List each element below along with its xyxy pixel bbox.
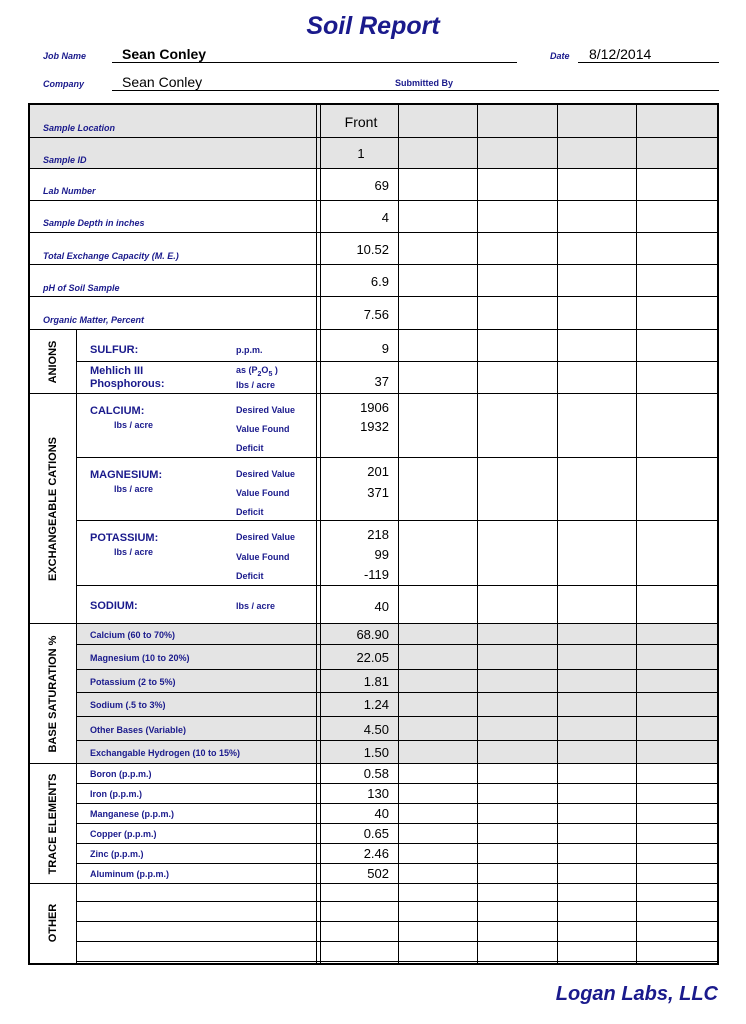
bs-sodium-label: Sodium (.5 to 3%) (90, 700, 166, 710)
date-value[interactable]: 8/12/2014 (589, 46, 652, 62)
zinc-value[interactable]: 2.46 (363, 846, 389, 861)
phosphorous-unit: lbs / acre (236, 380, 276, 390)
table-row-magnesium (30, 458, 717, 521)
tec-label: Total Exchange Capacity (M. E.) (43, 251, 179, 261)
table-row-bs-hydrogen (30, 741, 717, 764)
table-row-zinc (30, 844, 717, 864)
boron-label: Boron (p.p.m.) (90, 769, 152, 779)
table-row-potassium (30, 521, 717, 586)
soil-report-table: Sample Location Front Sample ID 1 Lab Number 69 Sample Depth in inches 4 Total Exchange Capacity (M. E.) 10.52 pH of Soil Sample 6.9 Organic Matter, Percent 7.56 SULFUR: p.p.m. 9 Mehlich III Phosphorous: as ($P_2O_5$ ) lbs / acre 37 CALCIUM: lbs / acre Desired Value Value Found Deficit 1906 1932 MAGNESIUM: lbs / acre Desired Value Value Found Deficit 201 371 POTASSIUM: lbs / acre Desired Value Value Found Deficit 218 99 -119 SODIUM: lbs / acre 40 Calcium (60 to 70%) 68.90 Magnesium (10 to 20%) 22.05 Potassium (2 to 5%) 1.81 Sodium (.5 to 3%) 1.24 Other Bases (Variable) 4.50 Exchangable Hydrogen (10 to 15%) 1.50 Boron (p.p.m.) 0.58 Iron (p.p.m.) 130 Manganese (p.p.m.) 40 Copper (p.p.m.) 0.65 Zinc (p.p.m.) 2.46 Aluminum (p.p.m.) 502 ANIONS EXCHANGEABLE CATIONS BASE SATURATION % TRACE ELEMENTS OTHER (28, 103, 719, 965)
ph-value[interactable]: 6.9 (370, 274, 389, 289)
potassium-desired-value[interactable]: 218 (367, 527, 389, 542)
lab-number-label: Lab Number (43, 186, 96, 196)
bs-magnesium-value[interactable]: 22.05 (356, 650, 389, 665)
sodium-unit: lbs / acre (236, 601, 276, 611)
col-line-double-b (320, 105, 321, 963)
bs-hydrogen-label: Exchangable Hydrogen (10 to 15%) (90, 748, 241, 758)
mehlich-label: Mehlich III (90, 365, 144, 377)
sulfur-value[interactable]: 9 (381, 341, 389, 356)
phosphorous-as: as ($P_2O_5$ ) (236, 365, 278, 378)
aluminum-label: Aluminum (p.p.m.) (90, 869, 169, 879)
copper-value[interactable]: 0.65 (363, 826, 389, 841)
sulfur-label: SULFUR: (90, 344, 139, 356)
sample-location-value[interactable]: Front (344, 114, 378, 130)
col-line-1 (398, 105, 399, 963)
aluminum-value[interactable]: 502 (367, 866, 389, 881)
zinc-label: Zinc (p.p.m.) (90, 849, 144, 859)
company-line (112, 90, 719, 91)
table-row-lab-number (30, 169, 717, 201)
report-title: Soil Report (306, 12, 440, 40)
sample-id-value[interactable]: 1 (357, 146, 365, 161)
table-row-other-3 (30, 922, 717, 942)
magnesium-label: MAGNESIUM: (90, 469, 163, 481)
potassium-found-label: Value Found (236, 552, 290, 562)
potassium-deficit-label: Deficit (236, 571, 264, 581)
calcium-found-label: Value Found (236, 424, 290, 434)
table-row-bs-other-bases (30, 717, 717, 741)
company-value[interactable]: Sean Conley (122, 74, 203, 90)
bs-potassium-value[interactable]: 1.81 (363, 674, 389, 689)
date-line (578, 62, 719, 63)
company-label: Company (43, 79, 85, 89)
sample-location-label: Sample Location (43, 123, 116, 133)
col-line-4 (636, 105, 637, 963)
magnesium-found-label: Value Found (236, 488, 290, 498)
section-divider-base (30, 763, 76, 764)
bs-other-bases-label: Other Bases (Variable) (90, 725, 187, 735)
table-row-bs-calcium (30, 624, 717, 645)
table-row-other-1 (30, 884, 717, 902)
table-row-sample-id (30, 138, 717, 169)
bs-hydrogen-value[interactable]: 1.50 (363, 745, 389, 760)
iron-value[interactable]: 130 (367, 786, 389, 801)
job-name-value[interactable]: Sean Conley (122, 46, 207, 62)
calcium-label: CALCIUM: (90, 405, 145, 417)
table-row-phosphorous (30, 362, 717, 394)
table-row-bs-potassium (30, 670, 717, 693)
table-row-calcium (30, 394, 717, 458)
depth-label: Sample Depth in inches (43, 218, 145, 228)
depth-value[interactable]: 4 (381, 210, 389, 225)
potassium-found-value[interactable]: 99 (374, 547, 389, 562)
bs-sodium-value[interactable]: 1.24 (363, 697, 389, 712)
submitted-by-label: Submitted By (395, 78, 454, 88)
magnesium-desired-label: Desired Value (236, 469, 296, 479)
table-row-copper (30, 824, 717, 844)
footer-company: Logan Labs, LLC (555, 983, 718, 1005)
iron-label: Iron (p.p.m.) (90, 789, 142, 799)
section-divider-anions (30, 393, 76, 394)
om-value[interactable]: 7.56 (363, 307, 389, 322)
magnesium-unit: lbs / acre (114, 484, 154, 494)
table-row-sample-location (30, 105, 717, 138)
manganese-label: Manganese (p.p.m.) (90, 809, 175, 819)
col-line-2 (477, 105, 478, 963)
table-row-sulfur (30, 330, 717, 362)
ph-label: pH of Soil Sample (43, 283, 120, 293)
magnesium-found-value[interactable]: 371 (367, 485, 389, 500)
bs-magnesium-label: Magnesium (10 to 20%) (90, 653, 190, 663)
phos-sub-5: 5 (268, 370, 273, 378)
sodium-value[interactable]: 40 (374, 599, 389, 614)
magnesium-deficit-label: Deficit (236, 507, 264, 517)
sodium-label: SODIUM: (90, 600, 138, 612)
magnesium-desired-value[interactable]: 201 (367, 464, 389, 479)
potassium-label: POTASSIUM: (90, 532, 159, 544)
job-name-label: Job Name (43, 51, 87, 61)
bs-potassium-label: Potassium (2 to 5%) (90, 677, 176, 687)
table-row-bs-sodium (30, 693, 717, 717)
manganese-value[interactable]: 40 (374, 806, 389, 821)
date-label: Date (550, 51, 570, 61)
calcium-desired-label: Desired Value (236, 405, 296, 415)
table-row-ph (30, 265, 717, 297)
section-divider-cations (30, 623, 76, 624)
om-label: Organic Matter, Percent (43, 315, 145, 325)
boron-value[interactable]: 0.58 (363, 766, 389, 781)
phosphorous-value[interactable]: 37 (374, 374, 389, 389)
table-row-iron (30, 784, 717, 804)
sulfur-unit: p.p.m. (236, 345, 263, 355)
col-line-3 (557, 105, 558, 963)
phosphorous-label: Phosphorous: (90, 378, 165, 390)
tec-value[interactable]: 10.52 (356, 242, 389, 257)
table-row-tec (30, 233, 717, 265)
table-row-bs-magnesium (30, 645, 717, 670)
potassium-unit: lbs / acre (114, 547, 154, 557)
potassium-desired-label: Desired Value (236, 532, 296, 542)
table-row-depth (30, 201, 717, 233)
table-row-boron (30, 764, 717, 784)
sample-id-label: Sample ID (43, 155, 87, 165)
lab-number-value[interactable]: 69 (374, 178, 389, 193)
calcium-unit: lbs / acre (114, 420, 154, 430)
bs-calcium-value[interactable]: 68.90 (356, 627, 389, 642)
table-row-sodium (30, 586, 717, 624)
copper-label: Copper (p.p.m.) (90, 829, 157, 839)
table-row-other-2 (30, 902, 717, 922)
bs-calcium-label: Calcium (60 to 70%) (90, 630, 176, 640)
table-row-manganese (30, 804, 717, 824)
calcium-desired-value[interactable]: 1906 (360, 400, 389, 415)
table-row-organic-matter (30, 297, 717, 330)
col-line-double-a (316, 105, 317, 963)
potassium-deficit-value[interactable]: -119 (363, 567, 389, 582)
table-row-other-4 (30, 942, 717, 962)
bs-other-bases-value[interactable]: 4.50 (363, 722, 389, 737)
table-row-aluminum (30, 864, 717, 884)
job-name-line (112, 62, 517, 63)
phos-sub-2: 2 (257, 370, 262, 378)
calcium-deficit-label: Deficit (236, 443, 264, 453)
calcium-found-value[interactable]: 1932 (360, 419, 389, 434)
section-divider-trace (30, 883, 76, 884)
